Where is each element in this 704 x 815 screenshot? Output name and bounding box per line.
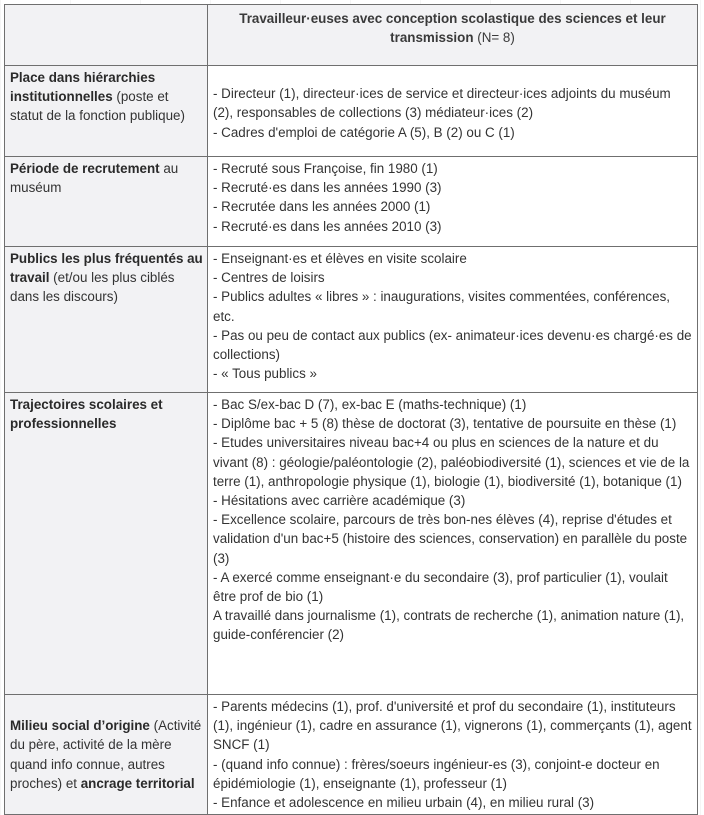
value-line: - Directeur (1), directeur·ices de service et directeur·ices adjoints du muséum (2), responsables de collections (3) médiateur·ices (2) (213, 86, 671, 121)
row-label (5, 695, 208, 815)
table-row (5, 695, 698, 815)
row-label-detail: (Activité du père, activité de la mère quand info connue, autres proches) et (10, 718, 202, 791)
table-row (5, 157, 698, 247)
row-label-bold-secondary: ancrage territorial (80, 775, 195, 791)
table-row (5, 66, 698, 157)
value-line: - Etudes universitaires niveau bac+4 ou plus en sciences de la nature et du vivant (8) : géologie/paléontologie (2), paléobiodiversité (1), sciences et vie de la terre (1), anthropologie physique (1), biologie (1), biodiversité (1), botanique (1) (213, 435, 690, 489)
row-label-detail: (et/ou les plus ciblés dans les discours) (10, 270, 175, 305)
value-line: - Enseignant·es et élèves en visite scolaire (213, 251, 467, 266)
table-row (5, 393, 698, 695)
row-label-bold: Trajectoires scolaires et professionnelles (10, 397, 163, 432)
value-line: - A exercé comme enseignant·e du secondaire (3), prof particulier (1), voulait être prof de bio (1) (213, 569, 668, 605)
row-label-detail: au muséum (10, 161, 179, 196)
row-values (208, 66, 698, 157)
header-empty-cell (5, 5, 208, 66)
value-line: - Recruté sous Françoise, fin 1980 (1) (213, 161, 438, 176)
value-line: - Parents médecins (1), prof. d'université et prof du secondaire (1), instituteurs (1), ingénieur (1), cadre en assurance (1), vignerons (1), commerçants (1), agent SNCF (1) (213, 699, 692, 753)
header-count: (N= 8) (473, 30, 515, 46)
row-label-bold: Milieu social d’origine (10, 718, 150, 734)
value-line: - « Tous publics » (213, 366, 317, 382)
value-line: - Excellence scolaire, parcours de très bon-nes élèves (4), reprise d'études et validation d'un bac+5 (histoire des sciences, conservation) en parallèle du poste (3) (213, 512, 688, 566)
value-line: - Recruté·es dans les années 2010 (3) (213, 218, 442, 234)
header-title-bold: Travailleur·euses avec conception scolastique des sciences et leur transmission (239, 11, 666, 46)
value-line: A travaillé dans journalisme (1), contrats de recherche (1), animation nature (1), guide-conférencier (2) (213, 608, 685, 643)
header-group-title (208, 5, 698, 66)
row-label (5, 66, 208, 157)
value-line: - Publics adultes « libres » : inaugurations, visites commentées, conférences, etc. (213, 289, 670, 324)
profile-table (4, 4, 698, 815)
row-values (208, 247, 698, 393)
value-line: - Recruté·es dans les années 1990 (3) (213, 180, 442, 196)
value-line: - Centres de loisirs (213, 270, 325, 286)
value-line: - Bac S/ex-bac D (7), ex-bac E (maths-technique) (1) (213, 397, 527, 412)
row-values (208, 695, 698, 815)
value-line: - Enfance et adolescence en milieu urbain (4), en milieu rural (3) (213, 795, 595, 811)
row-values (208, 157, 698, 247)
value-line: - Diplôme bac + 5 (8) thèse de doctorat (3), tentative de poursuite en thèse (1) (213, 416, 677, 432)
row-label (5, 393, 208, 695)
value-line: - Pas ou peu de contact aux publics (ex- animateur·ices devenu·es chargé·es de collections) (213, 327, 692, 363)
row-label-bold: Publics les plus fréquentés au travail (10, 251, 203, 286)
row-label-bold: Place dans hiérarchies institutionnelles (10, 70, 156, 105)
row-label (5, 247, 208, 393)
table-header-row (5, 5, 698, 66)
row-label-bold: Période de recrutement (10, 161, 160, 176)
row-label (5, 157, 208, 247)
value-line: - Recrutée dans les années 2000 (1) (213, 199, 431, 215)
value-line: - Hésitations avec carrière académique (3) (213, 493, 466, 509)
value-line: - Cadres d'emploi de catégorie A (5), B (2) ou C (1) (213, 124, 515, 140)
table-row (5, 247, 698, 393)
row-label-detail: (poste et statut de la fonction publique) (10, 89, 185, 124)
row-values (208, 393, 698, 695)
value-line: - (quand info connue) : frères/soeurs ingénieur-es (3), conjoint-e docteur en épidémiologie (1), enseignante (1), professeur (1) (213, 756, 660, 791)
